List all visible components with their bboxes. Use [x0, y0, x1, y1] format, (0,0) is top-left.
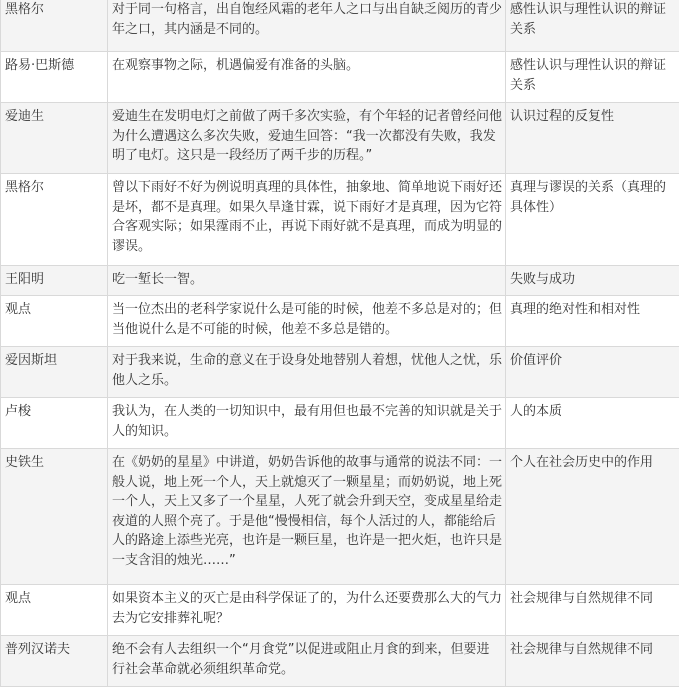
topic-cell: 真理的绝对性和相对性: [506, 296, 679, 347]
topic-cell: 个人在社会历史中的作用: [506, 449, 679, 585]
author-cell: 黑格尔: [1, 174, 108, 266]
content-cell: 吃一堑长一智。: [108, 266, 506, 296]
author-cell: 王阳明: [1, 266, 108, 296]
author-cell: 观点: [1, 585, 108, 636]
content-cell: 曾以下雨好不好为例说明真理的具体性，抽象地、简单地说下雨好还是坏，都不是真理。如果久旱逢甘霖，说下雨好才是真理，因为它符合客观实际；如果霪雨不止，再说下雨好就不是真理，而成为明显的谬误。: [108, 174, 506, 266]
topic-cell: 感性认识与理性认识的辩证关系: [506, 0, 679, 52]
topic-cell: 价值评价: [506, 347, 679, 398]
topic-cell: 人的本质: [506, 398, 679, 449]
author-cell: 路易·巴斯德: [1, 52, 108, 103]
author-cell: 普列汉诺夫: [1, 636, 108, 687]
author-cell: 史铁生: [1, 449, 108, 585]
topic-cell: 认识过程的反复性: [506, 103, 679, 174]
author-cell: 黑格尔: [1, 0, 108, 52]
content-cell: 如果资本主义的灭亡是由科学保证了的，为什么还要费那么大的气力去为它安排葬礼呢？: [108, 585, 506, 636]
table-row: [1, 174, 679, 266]
table-row: [1, 296, 679, 347]
topic-cell: 社会规律与自然规律不同: [506, 636, 679, 687]
table-row: [1, 636, 679, 687]
content-cell: 在观察事物之际，机遇偏爱有准备的头脑。: [108, 52, 506, 103]
topic-cell: 失败与成功: [506, 266, 679, 296]
table-row: [1, 266, 679, 296]
content-cell: 爱迪生在发明电灯之前做了两千多次实验，有个年轻的记者曾经问他为什么遭遇这么多次失败，爱迪生回答：“我一次都没有失败，我发明了电灯。这只是一段经历了两千步的历程。”: [108, 103, 506, 174]
author-cell: 爱迪生: [1, 103, 108, 174]
content-cell: 绝不会有人去组织一个“月食党”以促进或阻止月食的到来，但要进行社会革命就必须组织革命党。: [108, 636, 506, 687]
topic-cell: 感性认识与理性认识的辩证关系: [506, 52, 679, 103]
table-row: [1, 449, 679, 585]
topic-cell: 真理与谬误的关系（真理的具体性）: [506, 174, 679, 266]
author-cell: 爱因斯坦: [1, 347, 108, 398]
table-row: [1, 347, 679, 398]
table-row: [1, 0, 679, 52]
table-row: [1, 398, 679, 449]
author-cell: 观点: [1, 296, 108, 347]
content-cell: 在《奶奶的星星》中讲道，奶奶告诉他的故事与通常的说法不同：一般人说，地上死一个人，天上就熄灭了一颗星星；而奶奶说，地上死一个人，天上又多了一个星星，人死了就会升到天空，变成星星给走夜道的人照个亮了。于是他“慢慢相信，每个人活过的人，都能给后人的路途上添些光亮，也许是一颗巨星，也许是一把火炬，也许只是一支含泪的烛光……”: [108, 449, 506, 585]
author-cell: 卢梭: [1, 398, 108, 449]
content-cell: 对于同一句格言，出自饱经风霜的老年人之口与出自缺乏阅历的青少年之口，其内涵是不同的。: [108, 0, 506, 52]
content-cell: 我认为，在人类的一切知识中，最有用但也最不完善的知识就是关于人的知识。: [108, 398, 506, 449]
topic-cell: 社会规律与自然规律不同: [506, 585, 679, 636]
table-row: [1, 103, 679, 174]
content-cell: 当一位杰出的老科学家说什么是可能的时候，他差不多总是对的；但当他说什么是不可能的时候，他差不多总是错的。: [108, 296, 506, 347]
table-row: [1, 585, 679, 636]
content-cell: 对于我来说，生命的意义在于设身处地替别人着想，忧他人之忧，乐他人之乐。: [108, 347, 506, 398]
table-row: [1, 52, 679, 103]
